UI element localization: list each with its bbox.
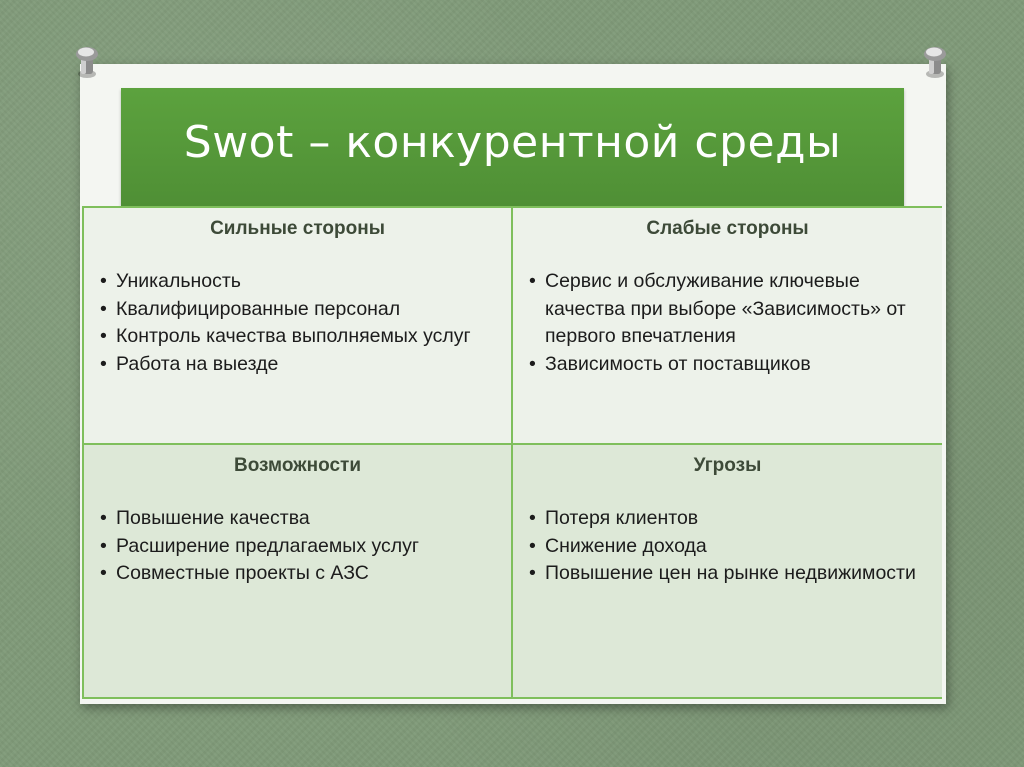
bullet-icon: • [529,562,536,584]
pin-icon [918,40,952,84]
strengths-list [100,268,495,378]
slide-title: Swot – конкурентной среды [183,116,842,168]
strengths-heading: Сильные стороны [210,218,385,239]
list-item: • Повышение качества [100,505,495,533]
pin-icon [70,40,104,84]
title-bar [121,88,904,206]
bullet-icon: • [100,297,107,320]
bullet-icon: • [100,325,107,347]
weaknesses-cell [513,208,942,445]
list-item: • Уникальность [100,268,495,296]
bullet-icon: • [529,270,536,292]
opportunities-cell [84,445,513,697]
list-item: • Повышение цен на рынке недвижимости [529,560,926,588]
strengths-cell [84,208,513,445]
threats-heading: Угрозы [693,455,762,476]
list-item: • Расширение предлагаемых услуг [100,533,495,561]
list-item: • Сервис и обслуживание ключевые качества при выборе «Зависимость» от первого впечатления [529,270,906,347]
threats-cell [513,445,942,697]
opportunities-list [100,505,495,588]
bullet-icon: • [100,534,107,557]
list-item: • Зависимость от поставщиков [529,351,926,379]
list-item: • Совместные проекты с АЗС [100,560,495,588]
bullet-icon: • [100,270,107,292]
weaknesses-list [529,268,926,378]
swot-table [82,206,942,699]
bullet-icon: • [100,352,107,375]
list-item: • Квалифицированные персонал [100,296,495,324]
bullet-icon: • [100,507,107,529]
bullet-icon: • [529,352,536,375]
bullet-icon: • [100,562,107,584]
list-item: • Контроль качества выполняемых услуг [100,323,495,351]
bullet-icon: • [529,507,536,529]
weaknesses-heading: Слабые стороны [646,218,809,239]
opportunities-heading: Возможности [233,455,362,476]
list-item: • Снижение дохода [529,533,926,561]
threats-list [529,505,926,588]
list-item: • Работа на выезде [100,351,495,379]
bullet-icon: • [529,534,536,557]
list-item: • Потеря клиентов [529,505,926,533]
